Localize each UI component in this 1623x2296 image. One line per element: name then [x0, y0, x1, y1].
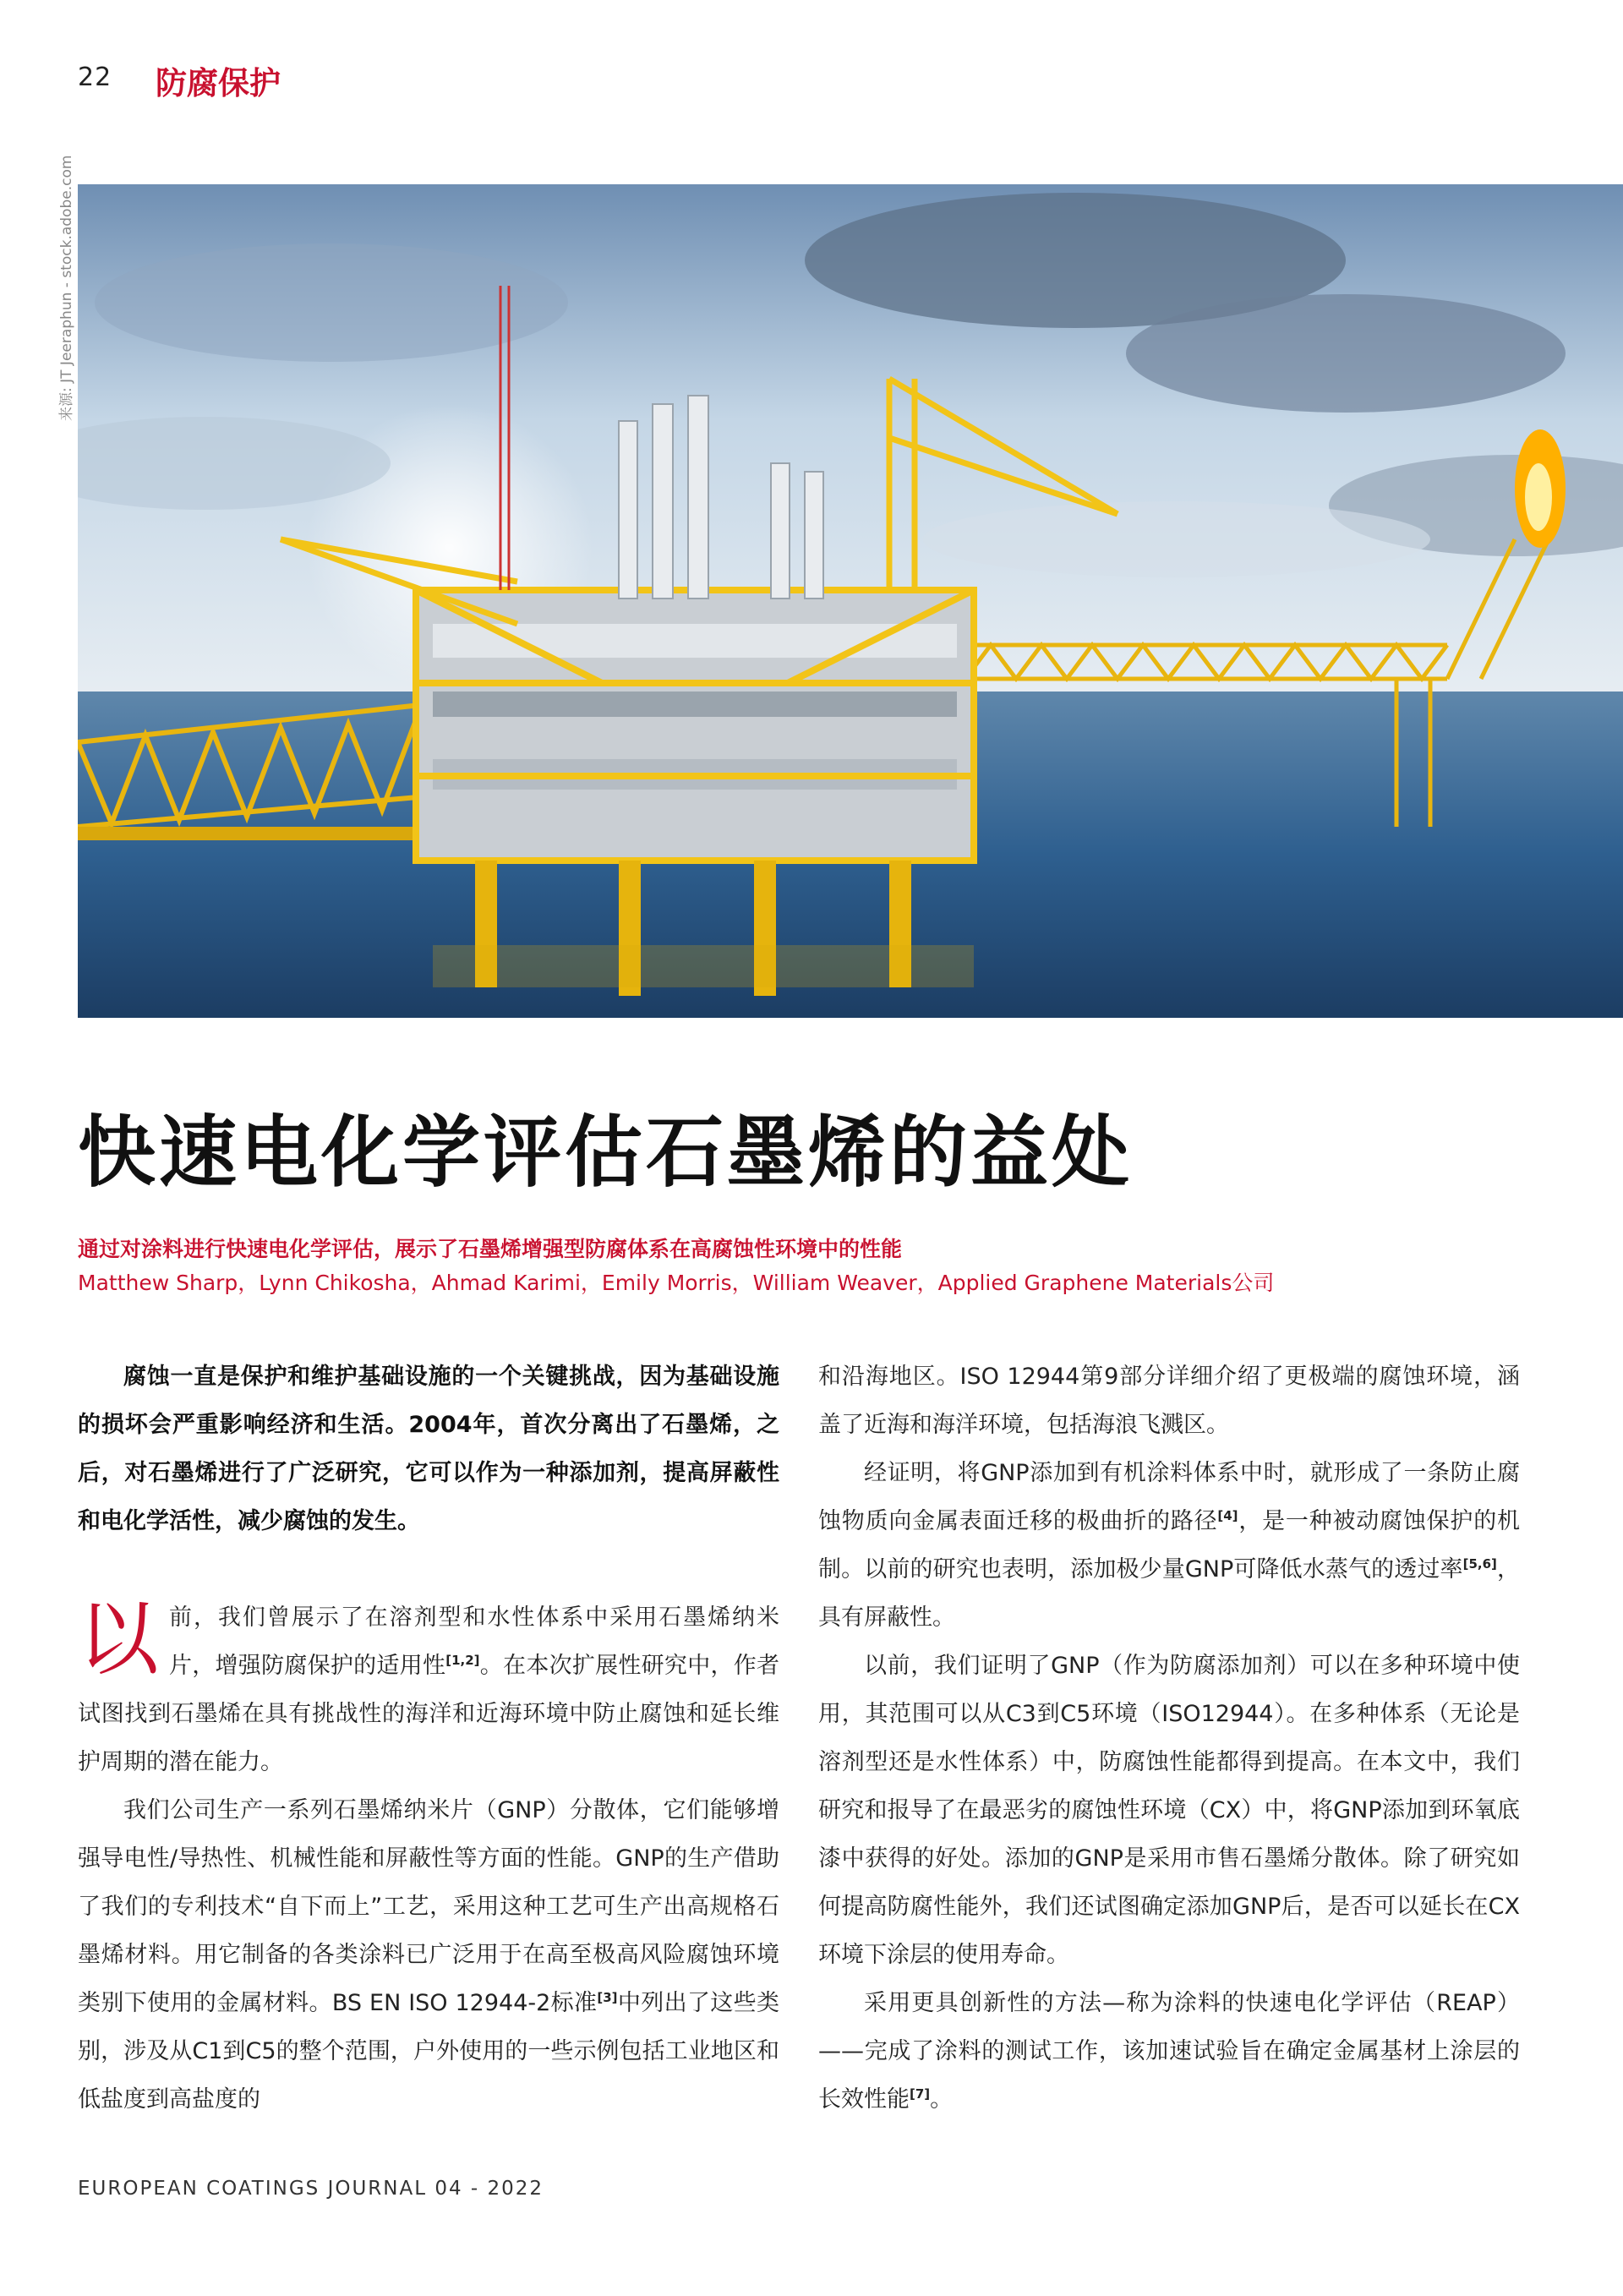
body-paragraph-5	[818, 1979, 1520, 2124]
image-credit: 来源: JT Jeeraphun - stock.adobe.com	[58, 155, 75, 421]
reference-marker: [3]	[597, 1990, 618, 2005]
paragraph-text: 。在本次扩展性研究中，作者试图找到石墨烯在具有挑战性的海洋和近海环境中防止腐蚀和延长维护周期的潜在能力。	[78, 1653, 780, 1775]
hero-image-offshore-platform	[78, 184, 1623, 1018]
article-title: 快速电化学评估石墨烯的益处	[78, 1107, 1134, 1198]
paragraph-text: ，是一种被动腐蚀保护的机制。以前的研究也表明，添加极少量GNP可降低水蒸气的透过率	[818, 1508, 1520, 1583]
paragraph-text: 前，我们曾展示了在溶剂型和水性体系中采用石墨烯纳米片，增强防腐保护的适用性	[169, 1604, 779, 1679]
paragraph-text: ，具有屏蔽性。	[818, 1556, 1521, 1631]
paragraph-text: 采用更具创新性的方法—称为涂料的快速电化学评估（REAP）——完成了涂料的测试工作，该加速试验旨在确定金属基材上涂层的长效性能	[818, 1990, 1520, 2113]
reference-marker: [1,2]	[445, 1653, 480, 1668]
body-paragraph-3	[818, 1449, 1520, 1642]
body-paragraph-4: 以前，我们证明了GNP（作为防腐添加剂）可以在多种环境中使用，其范围可以从C3到C5环境（ISO12944）。在多种体系（无论是溶剂型还是水性体系）中，防腐蚀性能都得到提高。在本文中，我们研究和报导了在最恶劣的腐蚀性环境（CX）中，将GNP添加到环氧底漆中获得的好处。添加的GNP是采用市售石墨烯分散体。除了研究如何提高防腐性能外，我们还试图确定添加GNP后，是否可以延长在CX环境下涂层的使用寿命。	[818, 1653, 1520, 1968]
left-column	[78, 1353, 779, 2124]
journal-footer: EUROPEAN COATINGS JOURNAL 04 - 2022	[78, 2178, 544, 2200]
paragraph-text: 。	[930, 2086, 954, 2113]
paragraph-text: 我们公司生产一系列石墨烯纳米片（GNP）分散体，它们能够增强导电性/导热性、机械性能和屏蔽性等方面的性能。GNP的生产借助了我们的专利技术“自下而上”工艺，采用这种工艺可生产出高规格石墨烯材料。用它制备的各类涂料已广泛用于在高至极高风险腐蚀环境类别下使用的金属材料。BS EN ISO 12944-2标准	[78, 1797, 779, 2016]
body-paragraph-2	[78, 1786, 779, 2124]
paragraph-text: 中列出了这些类别，涉及从C1到C5的整个范围，户外使用的一些示例包括工业地区和低盐度到高盐度的	[78, 1990, 780, 2113]
reference-marker: [7]	[910, 2086, 931, 2102]
article-authors: Matthew Sharp，Lynn Chikosha，Ahmad Karimi，Emily Morris，William Weaver，Applied Graphene Materials公司	[78, 1271, 1275, 1295]
paragraph-text: 经证明，将GNP添加到有机涂料体系中时，就形成了一条防止腐蚀物质向金属表面迁移的极曲折的路径	[818, 1460, 1520, 1534]
right-column	[818, 1353, 1520, 2124]
section-title: 防腐保护	[156, 65, 281, 101]
drop-cap: 以	[78, 1592, 159, 1686]
page-number: 22	[78, 63, 112, 92]
intro-paragraph: 腐蚀一直是保护和维护基础设施的一个关键挑战，因为基础设施的损坏会严重影响经济和生活。2004年，首次分离出了石墨烯，之后，对石墨烯进行了广泛研究，它可以作为一种添加剂，提高屏蔽性和电化学活性，减少腐蚀的发生。	[78, 1364, 779, 1534]
article-subtitle: 通过对涂料进行快速电化学评估，展示了石墨烯增强型防腐体系在高腐蚀性环境中的性能	[78, 1237, 903, 1261]
reference-marker: [4]	[1217, 1508, 1238, 1523]
reference-marker: [5,6]	[1462, 1556, 1497, 1572]
body-paragraph-1	[78, 1594, 779, 1786]
body-paragraph-continued: 和沿海地区。ISO 12944第9部分详细介绍了更极端的腐蚀环境，涵盖了近海和海洋环境，包括海浪飞溅区。	[818, 1364, 1520, 1438]
